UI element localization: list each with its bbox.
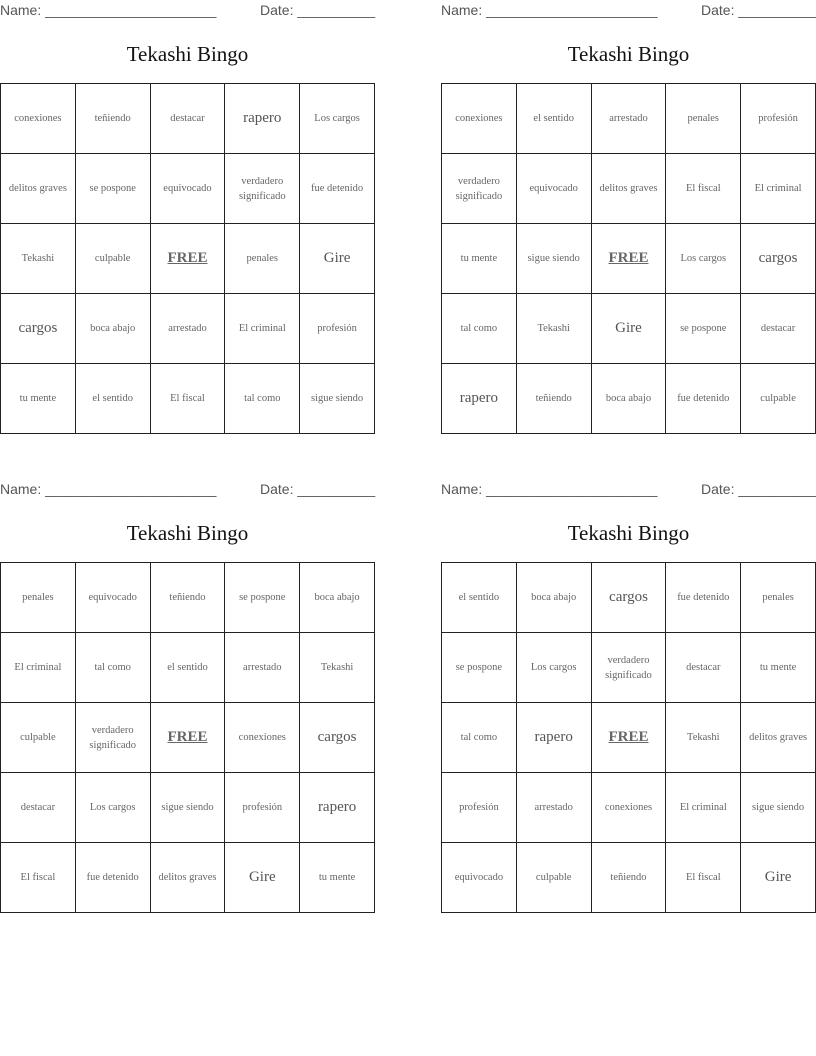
name-field-label: Name: ______________________ xyxy=(441,481,658,497)
bingo-cell: rapero xyxy=(300,773,375,843)
date-field-label: Date: __________ xyxy=(701,481,816,497)
bingo-cell: Los cargos xyxy=(300,84,375,154)
bingo-cell: Gire xyxy=(741,843,816,913)
bingo-cell: equivocado xyxy=(76,563,151,633)
bingo-cell: el sentido xyxy=(442,563,517,633)
bingo-cell: tu mente xyxy=(442,224,517,294)
bingo-cell: fue detenido xyxy=(300,154,375,224)
bingo-cell: Gire xyxy=(300,224,375,294)
bingo-cell: tal como xyxy=(442,703,517,773)
bingo-cell: conexiones xyxy=(225,703,300,773)
bingo-cell: el sentido xyxy=(517,84,592,154)
name-field-label: Name: ______________________ xyxy=(0,2,217,18)
bingo-cell: Gire xyxy=(225,843,300,913)
bingo-card-2 xyxy=(441,0,816,434)
bingo-cell: se pospone xyxy=(666,294,741,364)
bingo-cell: tu mente xyxy=(300,843,375,913)
free-space: FREE xyxy=(592,224,667,294)
bingo-cell: verdadero significado xyxy=(442,154,517,224)
bingo-cell: tu mente xyxy=(1,364,76,434)
bingo-cell: destacar xyxy=(151,84,226,154)
free-space: FREE xyxy=(592,703,667,773)
bingo-cell: penales xyxy=(741,563,816,633)
bingo-cell: tal como xyxy=(225,364,300,434)
bingo-cell: arrestado xyxy=(225,633,300,703)
bingo-cell: conexiones xyxy=(442,84,517,154)
bingo-cell: tal como xyxy=(442,294,517,364)
bingo-cell: destacar xyxy=(1,773,76,843)
card-title: Tekashi Bingo xyxy=(567,521,690,545)
bingo-cell: profesión xyxy=(225,773,300,843)
bingo-cell: delitos graves xyxy=(151,843,226,913)
bingo-cell: rapero xyxy=(442,364,517,434)
bingo-cell: Tekashi xyxy=(300,633,375,703)
bingo-cell: fue detenido xyxy=(666,563,741,633)
bingo-cell: se pospone xyxy=(442,633,517,703)
bingo-card-4 xyxy=(441,479,816,913)
bingo-cell: fue detenido xyxy=(666,364,741,434)
bingo-cell: verdadero significado xyxy=(76,703,151,773)
free-space: FREE xyxy=(151,224,226,294)
bingo-cell: El fiscal xyxy=(1,843,76,913)
bingo-cell: cargos xyxy=(592,563,667,633)
date-field-label: Date: __________ xyxy=(701,2,816,18)
bingo-cell: se pospone xyxy=(76,154,151,224)
bingo-cell: cargos xyxy=(1,294,76,364)
bingo-card-3 xyxy=(0,479,375,913)
card-title: Tekashi Bingo xyxy=(567,42,690,66)
bingo-cell: boca abajo xyxy=(517,563,592,633)
bingo-cell: teñiendo xyxy=(592,843,667,913)
bingo-cell: destacar xyxy=(741,294,816,364)
bingo-cell: equivocado xyxy=(517,154,592,224)
bingo-cell: destacar xyxy=(666,633,741,703)
bingo-cell: teñiendo xyxy=(151,563,226,633)
name-date-row xyxy=(0,2,375,20)
bingo-cell: sigue siendo xyxy=(300,364,375,434)
bingo-cell: sigue siendo xyxy=(151,773,226,843)
name-date-row xyxy=(0,481,375,499)
bingo-cell: delitos graves xyxy=(1,154,76,224)
bingo-grid xyxy=(0,562,375,913)
bingo-cell: penales xyxy=(1,563,76,633)
bingo-cell: equivocado xyxy=(442,843,517,913)
bingo-cell: teñiendo xyxy=(76,84,151,154)
bingo-cell: culpable xyxy=(517,843,592,913)
bingo-cell: boca abajo xyxy=(592,364,667,434)
bingo-cell: El criminal xyxy=(741,154,816,224)
bingo-cell: boca abajo xyxy=(76,294,151,364)
bingo-cell: culpable xyxy=(76,224,151,294)
bingo-cell: delitos graves xyxy=(741,703,816,773)
name-field-label: Name: ______________________ xyxy=(441,2,658,18)
bingo-cell: verdadero significado xyxy=(225,154,300,224)
bingo-cell: teñiendo xyxy=(517,364,592,434)
bingo-cell: profesión xyxy=(300,294,375,364)
bingo-cell: el sentido xyxy=(151,633,226,703)
date-field-label: Date: __________ xyxy=(260,481,376,497)
bingo-cell: Los cargos xyxy=(76,773,151,843)
bingo-cell: conexiones xyxy=(592,773,667,843)
bingo-cell: sigue siendo xyxy=(517,224,592,294)
bingo-cell: fue detenido xyxy=(76,843,151,913)
bingo-cell: el sentido xyxy=(76,364,151,434)
bingo-cell: delitos graves xyxy=(592,154,667,224)
bingo-cell: culpable xyxy=(1,703,76,773)
name-field-label: Name: ______________________ xyxy=(0,481,217,497)
bingo-cell: arrestado xyxy=(151,294,226,364)
bingo-cell: rapero xyxy=(225,84,300,154)
bingo-cell: boca abajo xyxy=(300,563,375,633)
bingo-cell: Tekashi xyxy=(666,703,741,773)
bingo-cell: El fiscal xyxy=(666,843,741,913)
bingo-grid xyxy=(441,562,816,913)
bingo-cell: tal como xyxy=(76,633,151,703)
bingo-cell: conexiones xyxy=(1,84,76,154)
bingo-cell: arrestado xyxy=(592,84,667,154)
bingo-card-1 xyxy=(0,0,375,434)
bingo-cell: arrestado xyxy=(517,773,592,843)
bingo-grid xyxy=(0,83,375,434)
date-field-label: Date: __________ xyxy=(260,2,376,18)
bingo-cell: Tekashi xyxy=(517,294,592,364)
bingo-cell: Los cargos xyxy=(517,633,592,703)
bingo-cell: equivocado xyxy=(151,154,226,224)
bingo-grid xyxy=(441,83,816,434)
name-date-row xyxy=(441,2,816,20)
card-title: Tekashi Bingo xyxy=(126,521,249,545)
bingo-cell: tu mente xyxy=(741,633,816,703)
card-title: Tekashi Bingo xyxy=(126,42,249,66)
bingo-cell: El criminal xyxy=(666,773,741,843)
bingo-cell: cargos xyxy=(741,224,816,294)
name-date-row xyxy=(441,481,816,499)
bingo-cell: penales xyxy=(666,84,741,154)
bingo-cell: profesión xyxy=(442,773,517,843)
bingo-cell: Tekashi xyxy=(1,224,76,294)
bingo-cell: Los cargos xyxy=(666,224,741,294)
bingo-cell: profesión xyxy=(741,84,816,154)
bingo-cell: se pospone xyxy=(225,563,300,633)
bingo-cell: verdadero significado xyxy=(592,633,667,703)
bingo-cell: Gire xyxy=(592,294,667,364)
bingo-cell: El fiscal xyxy=(151,364,226,434)
bingo-cell: rapero xyxy=(517,703,592,773)
bingo-cell: penales xyxy=(225,224,300,294)
bingo-cell: culpable xyxy=(741,364,816,434)
bingo-cell: sigue siendo xyxy=(741,773,816,843)
bingo-cell: El criminal xyxy=(1,633,76,703)
bingo-cell: El fiscal xyxy=(666,154,741,224)
bingo-cell: El criminal xyxy=(225,294,300,364)
bingo-cell: cargos xyxy=(300,703,375,773)
free-space: FREE xyxy=(151,703,226,773)
